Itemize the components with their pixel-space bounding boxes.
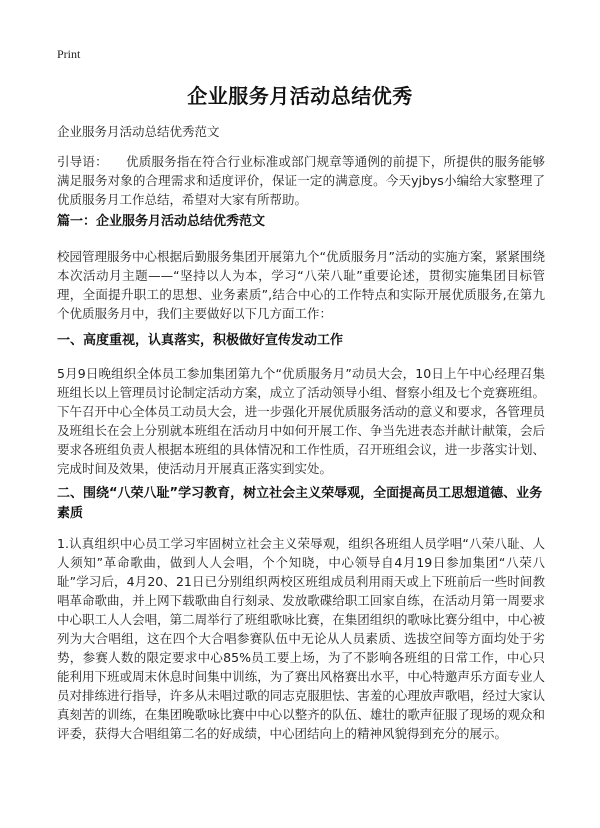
intro-text: 优质服务指在符合行业标准或部门规章等通例的前提下，所提供的服务能够满足服务对象的合理需求和适度评价，保证一定的满意度。今天yjbys小编给大家整理了优质服务月工作总结，希望对大家有所帮助。 (57, 154, 545, 207)
body-paragraph-2: 5月9日晚组织全体员工参加集团第九个“优质服务月”动员大会，10日上午中心经理召集班组长以上管理员讨论制定活动方案，成立了活动领导小组、督察小组及七个竞赛班组。下午召开中心全体员工动员大会，进一步强化开展优质服务活动的意义和要求，各管理员及班组长在会上分别就本班组在活动月中如何开展工作、争当先进表态并献计献策，会后要求各班组负责人根据本班组的具体情况和工作性质，召开班组会议，进一步落实计划、完成时间及效果，使活动月开展真正落实到实处。 (57, 366, 545, 476)
print-link[interactable]: Print (57, 47, 81, 61)
body-paragraph-3: 1.认真组织中心员工学习牢固树立社会主义荣辱观，组织各班组人员学唱“八荣八耻、人人须知”革命歌曲，做到人人会唱，个个知晓，中心领导自4月19日参加集团“八荣八耻”学习后，4月20、21日已分别组织两校区班组成员利用雨天或上下班前后一些时间教唱革命歌曲，并上网下载歌曲自行刻录、发放歌碟给职工回家自练，在活动月第一周要求中心职工人人会唱，第二周举行了班组歌咏比赛，在集团组织的歌咏比赛分组中，中心被列为大合唱组，这在四个大合唱参赛队伍中无论从人员素质、选拔空间等方面均处于劣势，参赛人数的限定要求中心85%员工要上场，为了不影响各班组的日常工作，中心只能利用下班或周末休息时间集中训练，为了赛出风格赛出水平，中心特邀声乐方面专业人员对排练进行指导，许多从未唱过歌的同志克服胆怯、害羞的心理放声歌唱，经过大家认真刻苦的训练，在集团晚歌咏比赛中中心以整齐的队伍、雄壮的歌声征服了现场的观众和评委，获得大合唱组第二名的好成绩，中心团结向上的精神风貌得到充分的展示。 (57, 536, 545, 741)
intro-label: 引导语： (57, 154, 108, 169)
page-subtitle: 企业服务月活动总结优秀范文 (57, 124, 220, 139)
section-heading-2: 二、围绕“八荣八耻”学习教育，树立社会主义荣辱观，全面提高员工思想道德、业务素质 (57, 486, 543, 521)
section-heading-1: 一、高度重视，认真落实，积极做好宣传发动工作 (57, 333, 344, 348)
section-title: 篇一：企业服务月活动总结优秀范文 (57, 214, 266, 229)
intro-paragraph (57, 152, 545, 209)
page-title: 企业服务月活动总结优秀 (187, 84, 413, 108)
body-paragraph-1: 校园管理服务中心根据后勤服务集团开展第九个“优质服务月”活动的实施方案，紧紧围绕本次活动月主题——“坚持以人为本，学习“八荣八耻”重要论述，贯彻实施集团目标管理，全面提升职工的思想、业务素质”,结合中心的工作特点和实际开展优质服务,在第九个优质服务月中，我们主要做好以下几方面工作： (57, 249, 545, 321)
